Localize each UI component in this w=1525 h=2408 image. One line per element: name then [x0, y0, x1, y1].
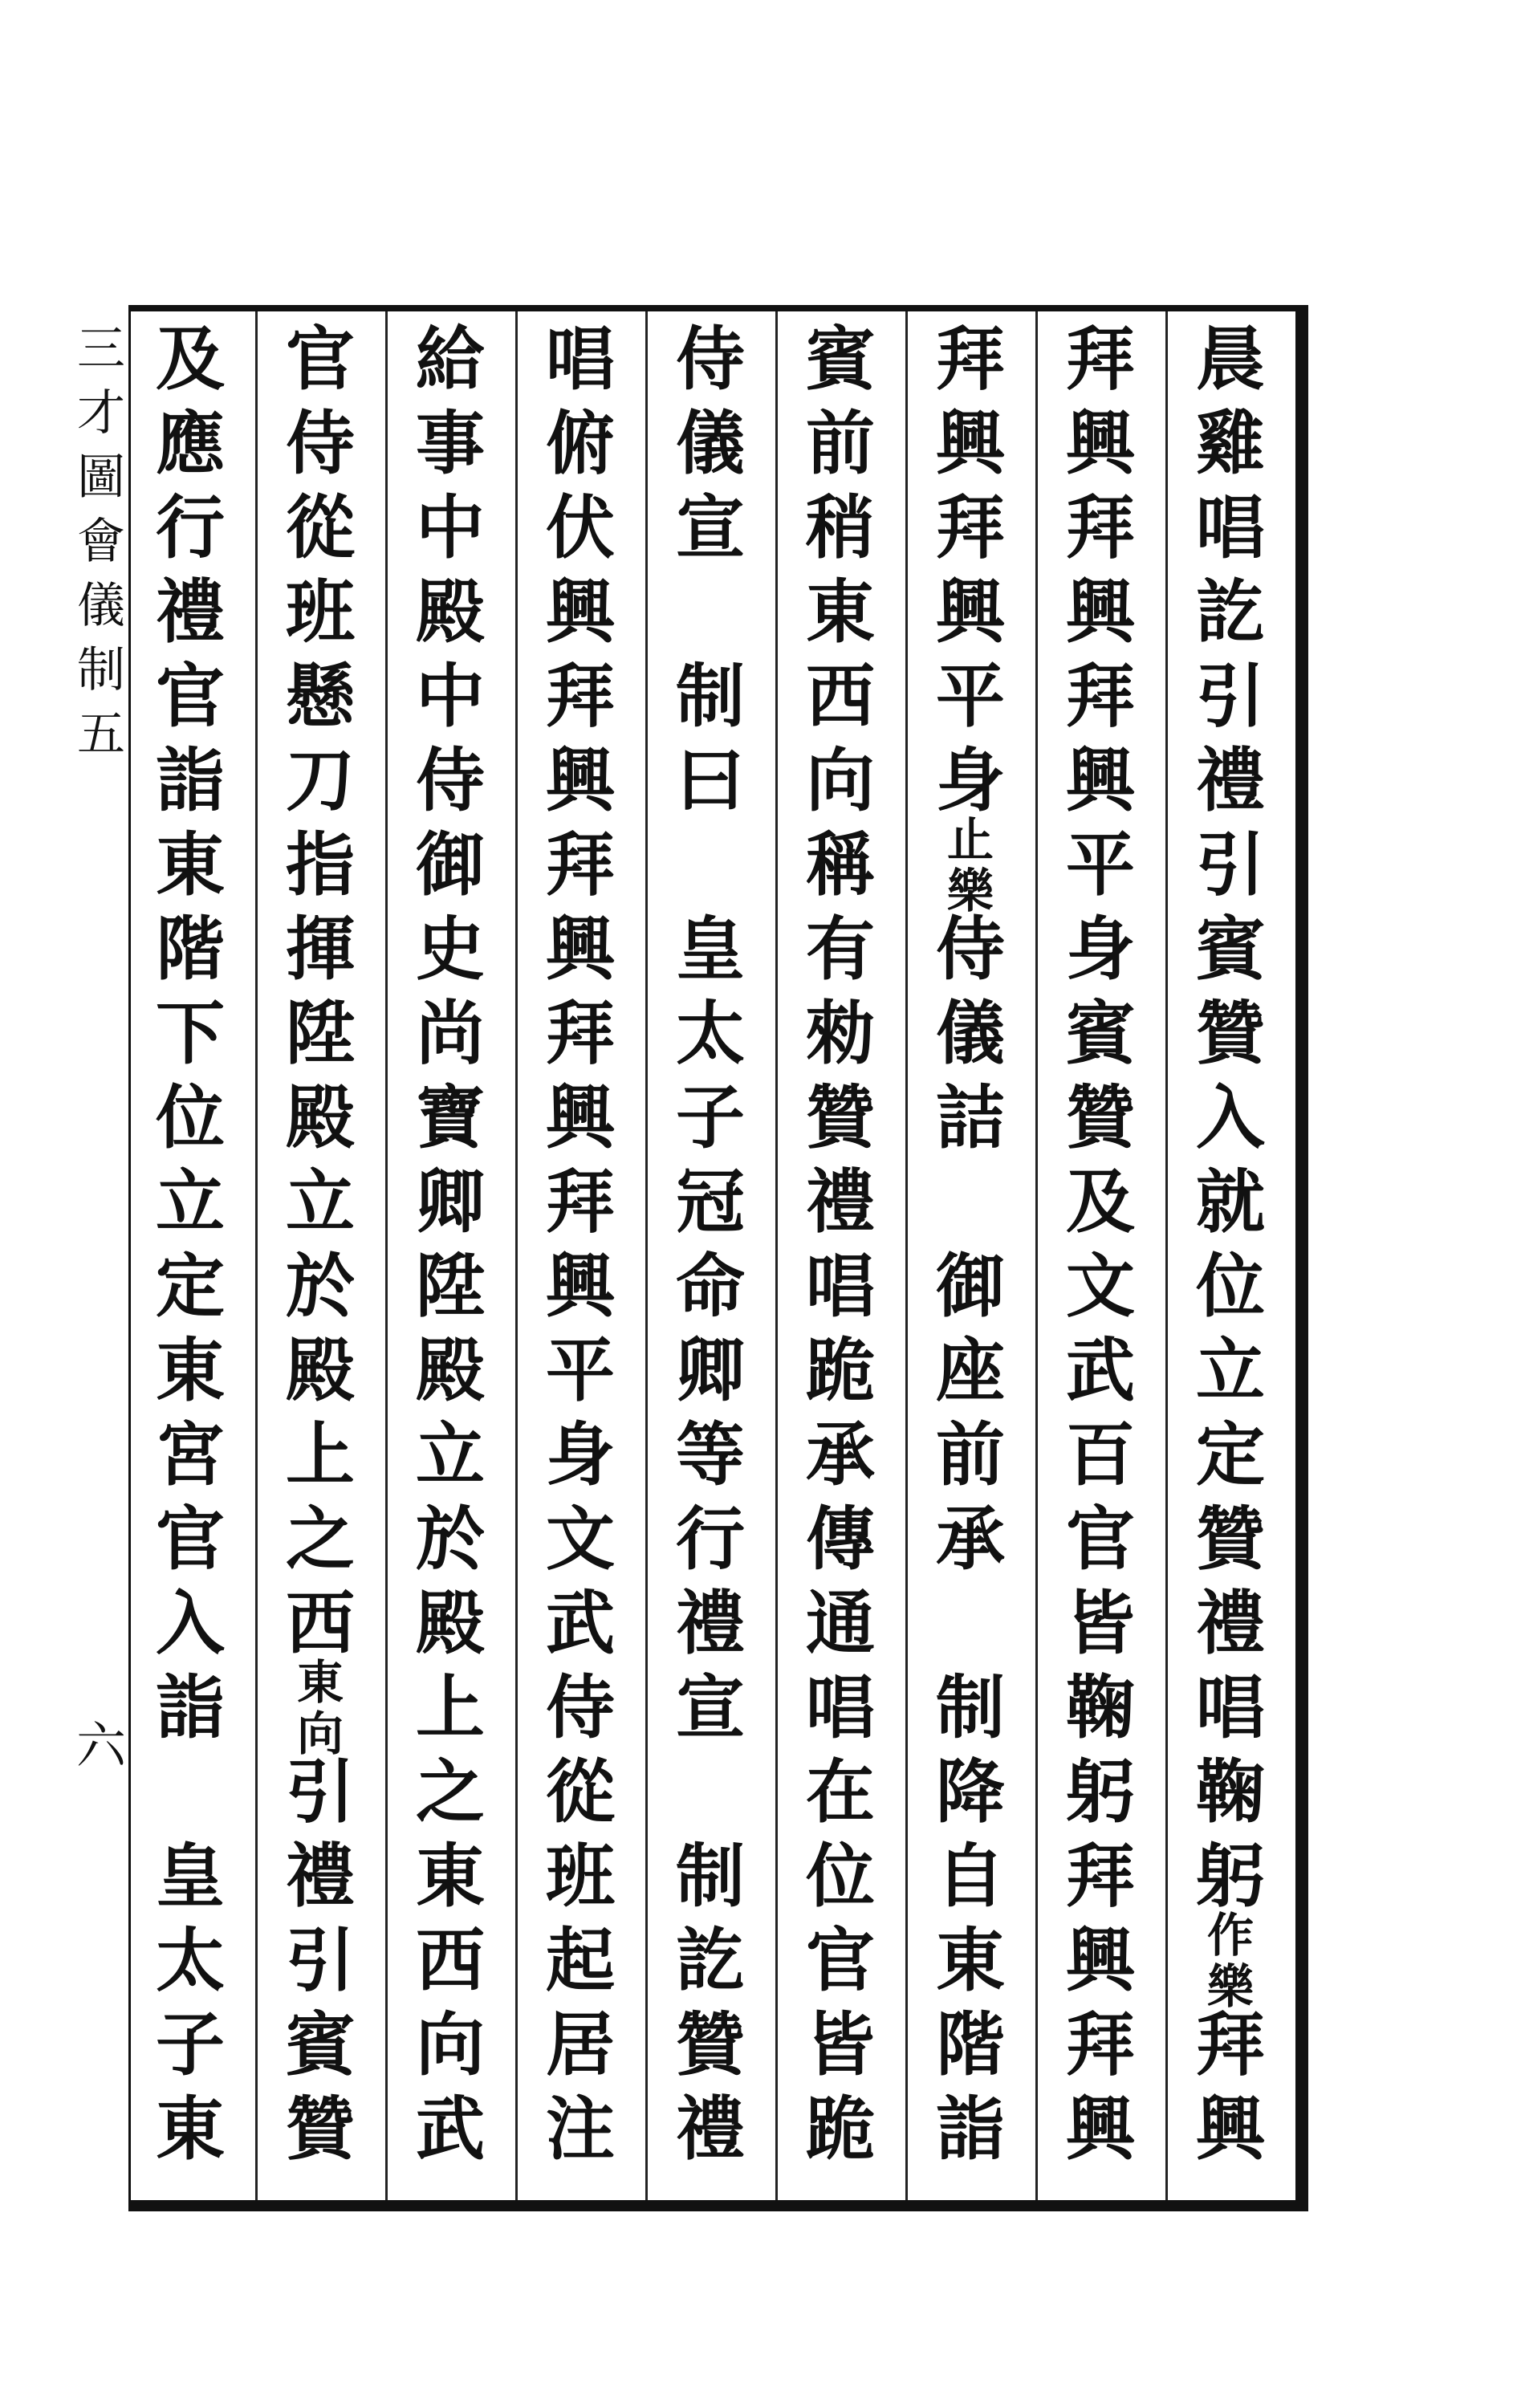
text-char: 官 [806, 1919, 875, 2001]
text-char: 禮 [1196, 1582, 1265, 1664]
text-char: 命 [676, 1245, 745, 1327]
text-char: 傳 [806, 1498, 875, 1580]
text-char: 伏 [546, 486, 615, 568]
text-char: 及 [1066, 1161, 1135, 1243]
spine-char: 才 [77, 385, 125, 441]
text-char: 殿 [416, 1582, 485, 1664]
text-char: 唱 [806, 1666, 875, 1748]
text-char: 東 [156, 2088, 225, 2170]
text-char: 向 [416, 2003, 485, 2085]
text-char: 官 [156, 1498, 225, 1580]
text-char: 行 [676, 1498, 745, 1580]
text-char: 有 [806, 908, 875, 990]
text-char: 跪 [806, 1329, 875, 1411]
text-char: 及 [156, 318, 225, 400]
text-char: 躬 [1066, 1751, 1135, 1832]
text-char: 拜 [546, 992, 615, 1074]
text-char: 贊 [286, 2088, 355, 2170]
note-char: 作 [1206, 1907, 1254, 1963]
text-char: 東 [416, 1835, 485, 1917]
column-rule [515, 311, 518, 2200]
text-char: 禮 [1196, 739, 1265, 821]
text-char: 承 [806, 1413, 875, 1495]
text-char: 在 [806, 1751, 875, 1832]
text-char: 平 [546, 1329, 615, 1411]
text-char: 拜 [546, 824, 615, 905]
text-char: 西 [806, 655, 875, 737]
text-char: 雞 [1196, 402, 1265, 484]
text-char: 殿 [286, 1329, 355, 1411]
text-char: 於 [416, 1498, 485, 1580]
text-char: 西 [286, 1582, 355, 1664]
text-char: 陞 [416, 1245, 485, 1327]
text-char: 武 [1066, 1329, 1135, 1411]
text-char: 詰 [936, 1076, 1005, 1158]
text-char: 拜 [1066, 2003, 1135, 2085]
text-char: 宣 [676, 486, 745, 568]
text-char: 承 [936, 1498, 1005, 1580]
text-char: 陞 [286, 992, 355, 1074]
text-char: 興 [1066, 2088, 1135, 2170]
text-char: 儀 [936, 992, 1005, 1074]
text-char: 從 [546, 1751, 615, 1832]
interlinear-note [260, 1654, 380, 1761]
text-char: 唱 [1196, 1666, 1265, 1748]
text-char: 稱 [806, 824, 875, 905]
text-char: 興 [1066, 402, 1135, 484]
column-rule [645, 311, 648, 2200]
text-char: 階 [156, 908, 225, 990]
text-column [130, 317, 250, 2195]
text-char: 興 [546, 1245, 615, 1327]
text-char: 武 [546, 1582, 615, 1664]
text-char: 冠 [676, 1161, 745, 1243]
text-char: 前 [936, 1413, 1005, 1495]
text-char: 立 [1196, 1329, 1265, 1411]
text-char: 興 [936, 402, 1005, 484]
text-char: 禮 [156, 571, 225, 653]
text-char: 官 [286, 318, 355, 400]
text-char: 詣 [156, 1666, 225, 1748]
text-char: 通 [806, 1582, 875, 1664]
text-char: 入 [156, 1582, 225, 1664]
text-char: 興 [936, 571, 1005, 653]
text-char: 拜 [1196, 2003, 1265, 2085]
text-char: 侍 [936, 908, 1005, 990]
text-char: 寶 [416, 1076, 485, 1158]
text-char: 東 [936, 1919, 1005, 2001]
text-char: 指 [286, 824, 355, 905]
text-char: 太 [676, 992, 745, 1074]
text-char: 位 [156, 1076, 225, 1158]
text-column [260, 317, 380, 2195]
text-char: 平 [936, 655, 1005, 737]
text-char: 訖 [676, 1919, 745, 2001]
text-char: 拜 [1066, 655, 1135, 737]
text-char: 拜 [936, 318, 1005, 400]
text-char: 拜 [1066, 486, 1135, 568]
spine-char: 會 [77, 514, 125, 570]
text-char: 制 [936, 1666, 1005, 1748]
text-char: 下 [156, 992, 225, 1074]
text-char: 上 [416, 1666, 485, 1748]
text-char: 訖 [1196, 571, 1265, 653]
text-char: 贊 [676, 2003, 745, 2085]
text-char: 殿 [416, 571, 485, 653]
text-char: 跪 [806, 2088, 875, 2170]
text-char: 興 [546, 908, 615, 990]
text-char: 唱 [546, 318, 615, 400]
text-char: 立 [156, 1161, 225, 1243]
text-char: 座 [936, 1329, 1005, 1411]
text-char: 引 [1196, 655, 1265, 737]
text-char: 尚 [416, 992, 485, 1074]
text-char: 前 [806, 402, 875, 484]
text-char: 興 [546, 1076, 615, 1158]
spine-char: 圖 [77, 449, 125, 506]
text-char: 宮 [156, 1413, 225, 1495]
column-rule [1035, 311, 1038, 2200]
text-char: 引 [1196, 824, 1265, 905]
text-column [780, 317, 901, 2195]
page-number: 六 [76, 1716, 127, 1775]
note-char: 止 [946, 811, 994, 867]
text-char: 唱 [1196, 486, 1265, 568]
text-char: 拜 [936, 486, 1005, 568]
text-char: 事 [416, 402, 485, 484]
text-char: 定 [156, 1245, 225, 1327]
text-char: 宣 [676, 1666, 745, 1748]
text-char: 皆 [806, 2003, 875, 2085]
text-char: 百 [1066, 1413, 1135, 1495]
text-char: 官 [1066, 1498, 1135, 1580]
text-char: 就 [1196, 1161, 1265, 1243]
text-char: 居 [546, 2003, 615, 2085]
text-char: 定 [1196, 1413, 1265, 1495]
text-char: 卿 [416, 1161, 485, 1243]
text-char: 等 [676, 1413, 745, 1495]
text-char: 注 [546, 2088, 615, 2170]
text-char: 殿 [286, 1076, 355, 1158]
text-char: 武 [416, 2088, 485, 2170]
text-char: 入 [1196, 1076, 1265, 1158]
text-column [910, 317, 1031, 2195]
text-char: 贊 [806, 1076, 875, 1158]
note-char: 樂 [946, 863, 994, 918]
text-char: 儀 [676, 402, 745, 484]
text-char: 東 [156, 824, 225, 905]
column-rule [905, 311, 908, 2200]
note-char: 東 [296, 1654, 344, 1710]
text-char: 躬 [1196, 1835, 1265, 1917]
text-char: 鞠 [1196, 1751, 1265, 1832]
text-char: 禮 [286, 1835, 355, 1917]
text-char: 侍 [546, 1666, 615, 1748]
text-char: 平 [1066, 824, 1135, 905]
text-char: 上 [286, 1413, 355, 1495]
spine-char: 五 [77, 706, 125, 763]
text-char: 懸 [286, 655, 355, 737]
text-char: 晨 [1196, 318, 1265, 400]
text-char: 西 [416, 1919, 485, 2001]
text-char: 俯 [546, 402, 615, 484]
column-rule [1165, 311, 1168, 2200]
text-char: 唱 [806, 1245, 875, 1327]
text-char: 賓 [286, 2003, 355, 2085]
note-char: 樂 [1206, 1959, 1254, 2014]
text-char: 中 [416, 486, 485, 568]
text-char: 卿 [676, 1329, 745, 1411]
text-char: 階 [936, 2003, 1005, 2085]
interlinear-note [1170, 1907, 1291, 2014]
text-char: 禮 [676, 2088, 745, 2170]
text-char: 拜 [1066, 1835, 1135, 1917]
note-char: 向 [296, 1706, 344, 1761]
text-char: 御 [416, 824, 485, 905]
text-char: 從 [286, 486, 355, 568]
text-char: 侍 [286, 402, 355, 484]
text-char: 向 [806, 739, 875, 821]
text-char: 之 [286, 1498, 355, 1580]
text-char: 賓 [806, 318, 875, 400]
text-char: 稍 [806, 486, 875, 568]
text-char: 班 [286, 571, 355, 653]
text-char: 勑 [806, 992, 875, 1074]
text-char: 降 [936, 1751, 1005, 1832]
text-column [650, 317, 771, 2195]
text-char: 班 [546, 1835, 615, 1917]
text-column [1170, 317, 1291, 2195]
text-char: 興 [546, 739, 615, 821]
text-char: 贊 [1196, 992, 1265, 1074]
text-char: 詣 [156, 739, 225, 821]
interlinear-note [910, 811, 1031, 918]
text-char: 興 [546, 571, 615, 653]
text-char: 之 [416, 1751, 485, 1832]
column-rule [775, 311, 778, 2200]
text-char: 文 [546, 1498, 615, 1580]
text-char: 贊 [1066, 1076, 1135, 1158]
text-char: 引 [286, 1919, 355, 2001]
text-char: 禮 [676, 1582, 745, 1664]
text-char: 引 [286, 1751, 355, 1832]
text-char: 行 [156, 486, 225, 568]
text-char: 禮 [806, 1161, 875, 1243]
text-char: 身 [936, 739, 1005, 821]
text-char: 官 [156, 655, 225, 737]
text-char: 文 [1066, 1245, 1135, 1327]
text-char: 立 [286, 1161, 355, 1243]
text-char: 刀 [286, 739, 355, 821]
text-char: 揮 [286, 908, 355, 990]
column-rule [385, 311, 388, 2200]
text-char: 御 [936, 1245, 1005, 1327]
text-char: 鞠 [1066, 1666, 1135, 1748]
text-column [520, 317, 640, 2195]
text-char: 史 [416, 908, 485, 990]
spine-char: 制 [77, 642, 125, 698]
text-char: 拜 [546, 655, 615, 737]
text-char: 自 [936, 1835, 1005, 1917]
text-char: 興 [1066, 739, 1135, 821]
text-char: 身 [1066, 908, 1135, 990]
text-char: 詣 [936, 2088, 1005, 2170]
text-char: 興 [1066, 571, 1135, 653]
text-char: 殿 [416, 1329, 485, 1411]
text-char: 太 [156, 1919, 225, 2001]
column-rule [255, 311, 258, 2200]
text-char: 子 [676, 1076, 745, 1158]
text-char: 賓 [1196, 908, 1265, 990]
text-char: 制 [676, 655, 745, 737]
text-char: 應 [156, 402, 225, 484]
text-char: 賓 [1066, 992, 1135, 1074]
text-column [1040, 317, 1161, 2195]
spine-char: 儀 [77, 578, 125, 634]
text-char: 東 [806, 571, 875, 653]
text-char: 興 [1196, 2088, 1265, 2170]
text-char: 拜 [1066, 318, 1135, 400]
text-char: 侍 [676, 318, 745, 400]
text-char: 子 [156, 2003, 225, 2085]
text-char: 興 [1066, 1919, 1135, 2001]
text-char: 位 [806, 1835, 875, 1917]
text-char: 制 [676, 1835, 745, 1917]
text-char: 立 [416, 1413, 485, 1495]
text-char: 皆 [1066, 1582, 1135, 1664]
spine-margin [76, 317, 126, 2211]
text-char: 於 [286, 1245, 355, 1327]
text-char: 位 [1196, 1245, 1265, 1327]
text-char: 中 [416, 655, 485, 737]
text-char: 拜 [546, 1161, 615, 1243]
text-char: 皇 [676, 908, 745, 990]
text-char: 身 [546, 1413, 615, 1495]
text-char: 侍 [416, 739, 485, 821]
text-char: 給 [416, 318, 485, 400]
text-char: 皇 [156, 1835, 225, 1917]
text-char: 贊 [1196, 1498, 1265, 1580]
text-char: 起 [546, 1919, 615, 2001]
text-column [390, 317, 510, 2195]
spine-char: 三 [77, 321, 125, 377]
text-char: 曰 [676, 739, 745, 821]
text-char: 東 [156, 1329, 225, 1411]
